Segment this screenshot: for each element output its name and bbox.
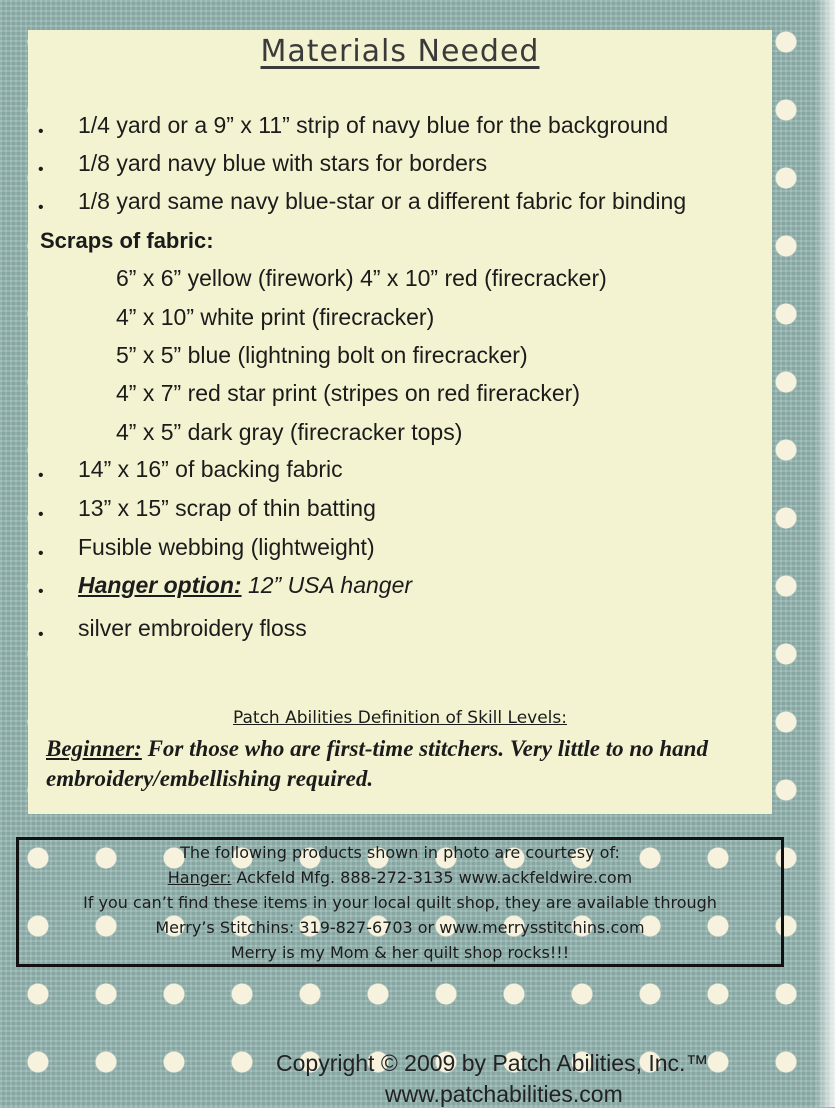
courtesy-shop: Merry’s Stitchins: 319-827-6703 or www.merrysstitchins.com (155, 918, 645, 937)
scraps-heading: Scraps of fabric: (40, 228, 214, 253)
courtesy-box (16, 837, 784, 967)
courtesy-availability: If you can’t find these items in your local quilt shop, they are available through (83, 893, 717, 912)
material-item: 14” x 16” of backing fabric (78, 456, 343, 482)
scrap-item: 4” x 7” red star print (stripes on red fireracker) (116, 380, 580, 406)
skill-level-label: Beginner: (46, 736, 142, 761)
bullet-icon: • (38, 626, 44, 643)
skill-levels-title: Patch Abilities Definition of Skill Levels: (233, 708, 567, 728)
courtesy-hanger-line (19, 868, 781, 887)
material-item: 1/8 yard same navy blue-star or a different fabric for binding (78, 188, 687, 214)
skill-level-description: For those who are first-time stitchers. Very little to no hand embroidery/embellishing required. (46, 736, 708, 791)
scrap-item: 4” x 10” white print (firecracker) (116, 304, 435, 330)
hanger-option-value: 12” USA hanger (247, 572, 413, 598)
page-title: Materials Needed (260, 34, 540, 69)
courtesy-hanger-label: Hanger: (167, 868, 232, 887)
material-item: 1/4 yard or a 9” x 11” strip of navy blue for the background (78, 112, 669, 138)
bullet-icon: • (38, 199, 44, 216)
copyright-text: Copyright © 2009 by Patch Abilities, Inc.™ (276, 1050, 709, 1076)
scrap-item: 5” x 5” blue (lightning bolt on firecracker) (116, 342, 528, 368)
bullet-icon: • (38, 161, 44, 178)
website-link[interactable]: www.patchabilities.com (385, 1081, 623, 1107)
bullet-icon: • (38, 506, 44, 523)
courtesy-intro: The following products shown in photo are courtesy of: (180, 843, 620, 862)
bullet-icon: • (38, 545, 44, 562)
material-item: Fusible webbing (lightweight) (78, 534, 375, 560)
scrap-item: 4” x 5” dark gray (firecracker tops) (116, 419, 463, 445)
courtesy-note: Merry is my Mom & her quilt shop rocks!!! (230, 943, 570, 962)
skill-level-beginner (46, 734, 746, 794)
bullet-icon: • (38, 123, 44, 140)
material-item: 13” x 15” scrap of thin batting (78, 495, 376, 521)
bullet-icon: • (38, 467, 44, 484)
hanger-option-label: Hanger option: (78, 572, 242, 598)
scrap-item: 6” x 6” yellow (firework) 4” x 10” red (firecracker) (116, 265, 607, 291)
courtesy-hanger-text: Ackfeld Mfg. 888-272-3135 www.ackfeldwire.com (236, 868, 633, 887)
page-edge-fade (815, 0, 835, 1107)
bullet-icon: • (38, 583, 44, 600)
hanger-option (78, 572, 412, 599)
material-item: 1/8 yard navy blue with stars for borders (78, 150, 488, 176)
material-item: silver embroidery floss (78, 615, 307, 641)
materials-panel (28, 30, 772, 814)
